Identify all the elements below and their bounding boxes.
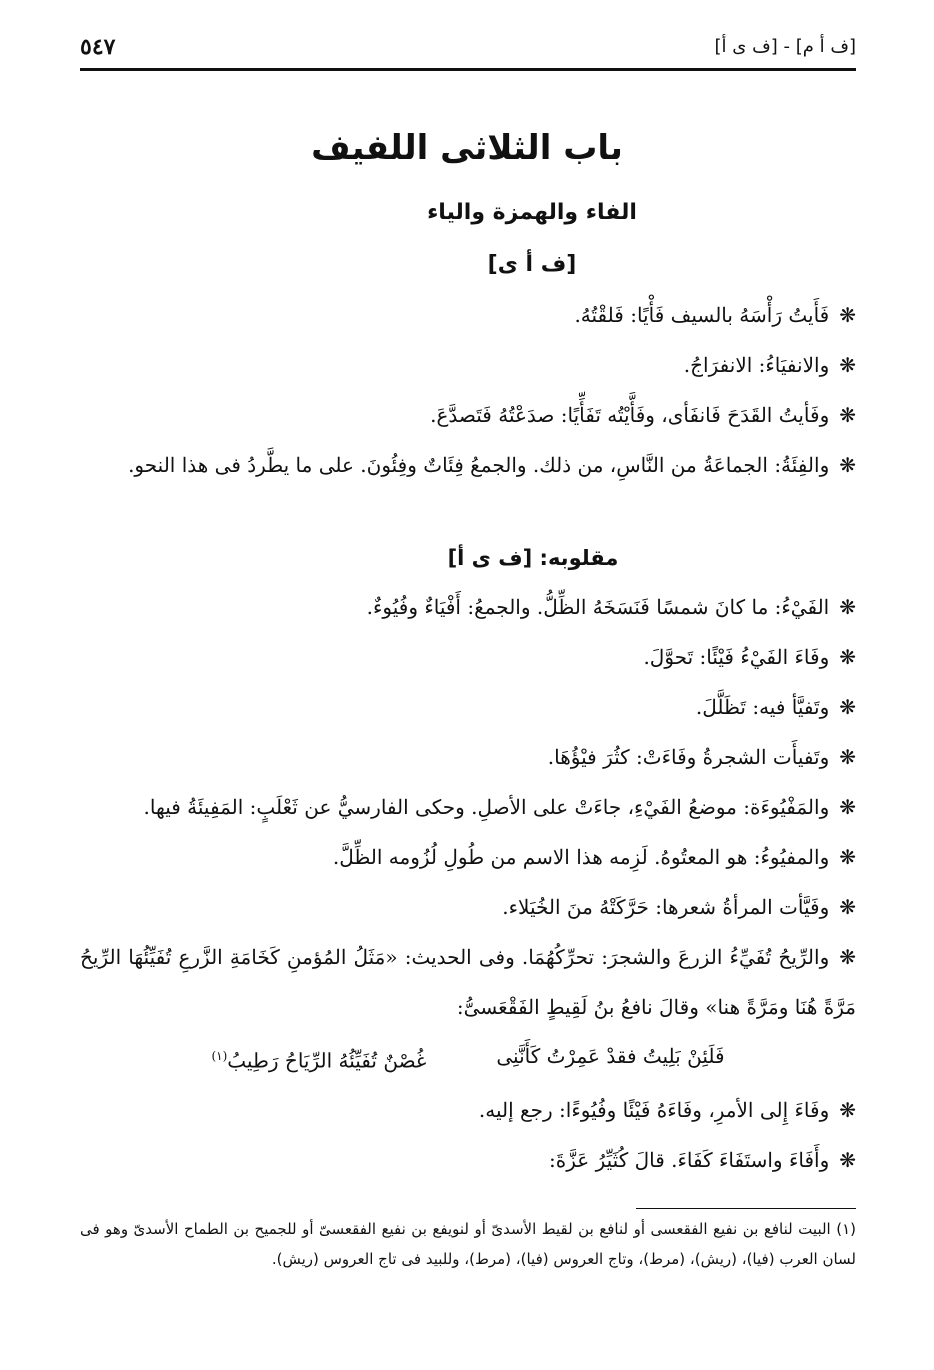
entry-text: الفَيْءُ: ما كانَ شمسًا فَنَسَخَهُ الظِّلُّ. والجمعُ: أَفْيَاءٌ وفُيُوءٌ.: [366, 595, 830, 619]
asterism-icon: ❋: [839, 453, 856, 477]
entry: [80, 632, 856, 682]
entry-text: وأَفَاءَ واستَفَاءَ كَفَاءَ. قالَ كُثَيِّرُ عَزَّةَ:: [549, 1147, 830, 1172]
entry: [80, 1135, 856, 1185]
entry-text: وفَاءَ الفَيْءُ فَيْئًا: تَحوَّلَ.: [643, 645, 830, 669]
entry: [80, 682, 856, 732]
footnote-reference: (١): [211, 1049, 228, 1063]
verse-second-hemistich-wrap: [211, 1032, 426, 1085]
chapter-title: باب الثلاثى اللفيف: [311, 128, 623, 168]
entry-text: وفَأيتُ القَدَحَ فَانفَأى، وفَأَّيْتُه تَفَأِّيًا: صدَعْتُهُ فَتَصدَّعَ.: [430, 403, 830, 427]
poetry-verse: [80, 1032, 856, 1085]
asterism-icon: ❋: [839, 895, 856, 919]
entry: [80, 290, 856, 340]
verse-second-hemistich: غُصْنٌ تُفَيِّئُهُ الرِّيَاحُ رَطِيبُ: [227, 1048, 427, 1073]
entry-text: وفَيَّأت المرأةُ شعرها: حَرَّكَتْهُ منَ الخُيَلاء.: [502, 895, 830, 919]
section-subtitle: الفاء والهمزة والياء: [427, 200, 637, 225]
entry: [80, 1085, 856, 1135]
inverted-root-heading: مقلوبه: [ف ى أ]: [447, 546, 619, 570]
footnote-number: (١): [836, 1220, 856, 1238]
asterism-icon: ❋: [839, 745, 856, 769]
entry-text: والفِئَةُ: الجماعَةُ من النَّاسِ، من ذلك. والجمعُ فِئَاتٌ وفِئُونَ. على ما يطَّردُ فى هذا النحو.: [128, 453, 830, 477]
entry: [80, 440, 856, 490]
entry-text: وتَفيأَت الشجرةُ وفَاءَتْ: كثُرَ فيْؤُهَا.: [547, 745, 830, 769]
asterism-icon: ❋: [839, 945, 856, 969]
footnote: [80, 1214, 856, 1274]
asterism-icon: ❋: [839, 1097, 856, 1122]
asterism-icon: ❋: [839, 795, 856, 819]
asterism-icon: ❋: [839, 645, 856, 669]
entry: [80, 732, 856, 782]
entry: [80, 340, 856, 390]
entries-block-2: [80, 530, 856, 1185]
entry: [80, 832, 856, 882]
entry: [80, 582, 856, 632]
entry-text: وفَاءَ إِلى الأمرِ، وفَاءَهُ فَيْئًا وفُيُوءًا: رجع إليه.: [478, 1097, 830, 1122]
entry: [80, 390, 856, 440]
verse-first-hemistich: فَلَئِنْ بَلِيتُ فقدْ عَمِرْتُ كَأَنَّنِى: [496, 1044, 725, 1068]
entry-text: والانفيَاءُ: الانفرَاجُ.: [683, 353, 830, 377]
footnote-text: البيت لنافع بن نفيع الفقعسى أو لنافع بن لقيط الأسدىّ أو لنويفع بن نفيع الفقعسىّ أو للجميح بن الطماح الأسدىّ وهو فى لسان العرب (فيا)، (ريش)، (مرط)، وتاج العروس (فيا)، (مرط)، وللبيد فى تاج العروس (ريش).: [80, 1220, 856, 1268]
asterism-icon: ❋: [839, 403, 856, 427]
entry: [80, 882, 856, 932]
page-header: [80, 34, 856, 71]
entry-text: والرِّيحُ تُفَيِّءُ الزرعَ والشجرَ: تحرِّكُهُمَا. وفى الحديث: «مَثَلُ المُؤمنِ كَخَامَةِ الزَّرعِ تُفَيِّئُهَا الرِّيحُ مَرَّةً هُنَا ومَرَّةً هنا» وقالَ نافعُ بنُ لَقِيطٍ الفَقْعَسىُّ:: [80, 945, 856, 1019]
root-heading: [ف أ ى]: [487, 252, 577, 277]
entries-block-1: [80, 290, 856, 490]
asterism-icon: ❋: [839, 845, 856, 869]
asterism-icon: ❋: [839, 353, 856, 377]
running-title: [ف أ م] - [ف ى أ]: [714, 36, 856, 57]
asterism-icon: ❋: [839, 303, 856, 327]
entry: [80, 782, 856, 832]
entry: [80, 932, 856, 1032]
asterism-icon: ❋: [839, 1147, 856, 1172]
entry-text: وتَفيَّأ فيه: تَظَلَّلَ.: [695, 695, 830, 719]
asterism-icon: ❋: [839, 695, 856, 719]
footnote-divider: [636, 1208, 856, 1209]
entry-text: فَأَيتُ رَأْسَهُ بالسيف فَأْيًا: فَلقْتُهُ.: [574, 303, 830, 327]
asterism-icon: ❋: [839, 595, 856, 619]
entry-text: والمفيُوءُ: هو المعتُوهُ. لَزِمه هذا الاسم من طُولِ لُزُومه الظِّلَّ.: [332, 845, 830, 869]
entry-text: والمَفْيُوءَة: موضعُ الفَيْءِ، جاءَتْ على الأصلِ. وحكى الفارسيُّ عن ثَعْلَبٍ: المَفِيئَةُ فيها.: [143, 795, 830, 819]
page-number: ٥٤٧: [80, 34, 116, 60]
